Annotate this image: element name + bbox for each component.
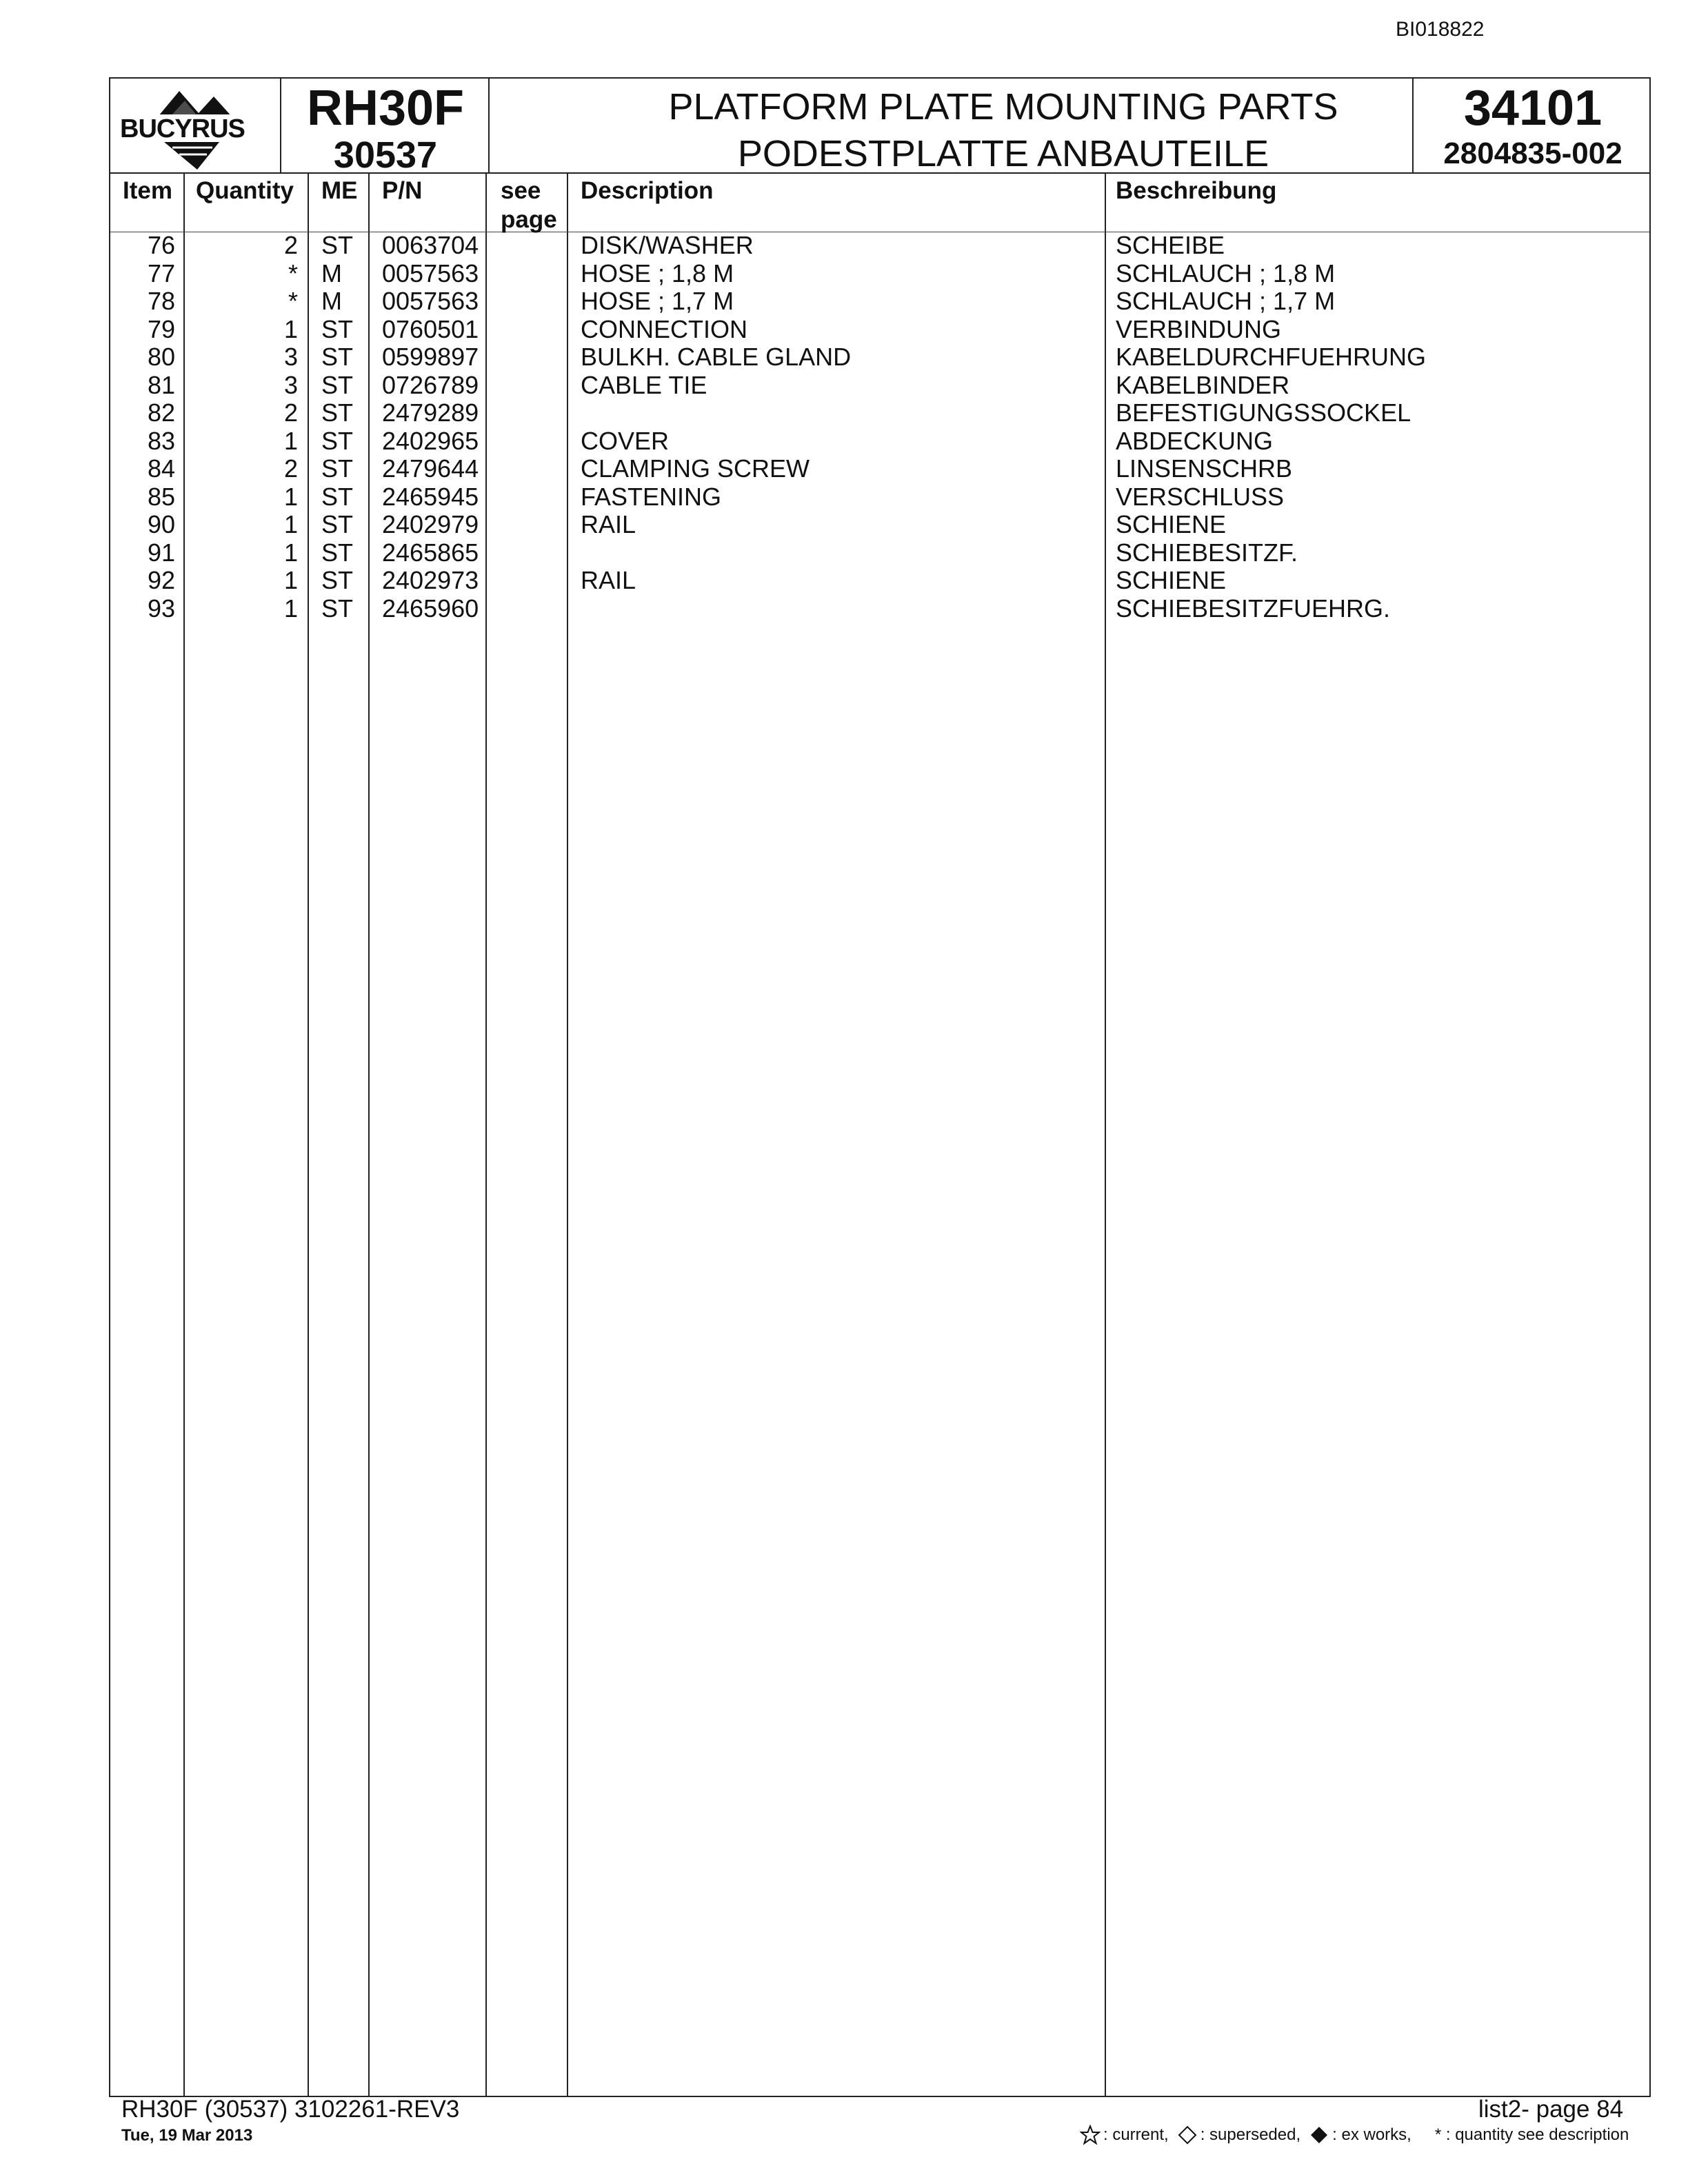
cell-item: 79 — [147, 314, 175, 343]
cell-beschreibung: SCHEIBE — [1116, 231, 1225, 259]
cell-quantity: 1 — [283, 510, 298, 538]
model-number: 30537 — [333, 134, 438, 176]
cell-pn: 0057563 — [382, 287, 479, 315]
table-row — [110, 287, 1652, 316]
column-header-see: see — [501, 177, 541, 204]
column-header-me: ME — [321, 177, 358, 204]
legend-quantity: * : quantity see description — [1434, 2125, 1629, 2144]
cell-quantity: 1 — [283, 482, 298, 511]
cell-description: HOSE ; 1,8 M — [581, 259, 734, 287]
cell-pn: 2465865 — [382, 538, 479, 567]
cell-item: 84 — [147, 454, 175, 483]
column-header-beschreibung: Beschreibung — [1116, 177, 1277, 204]
cell-me: ST — [321, 370, 354, 399]
cell-item: 92 — [147, 566, 175, 594]
header-divider — [280, 79, 281, 172]
diamond-filled-icon — [1309, 2125, 1329, 2145]
cell-pn: 0063704 — [382, 231, 479, 259]
cell-item: 77 — [147, 259, 175, 287]
cell-quantity: 2 — [283, 454, 298, 483]
parts-table — [109, 174, 1651, 2097]
cell-quantity: 1 — [283, 538, 298, 567]
cell-quantity: 2 — [283, 398, 298, 427]
table-row — [110, 511, 1652, 539]
cell-beschreibung: VERBINDUNG — [1116, 314, 1282, 343]
cell-quantity: 2 — [283, 231, 298, 259]
header-band — [109, 77, 1651, 174]
cell-description: CONNECTION — [581, 314, 747, 343]
cell-description: FASTENING — [581, 482, 722, 511]
column-header-item: Item — [123, 177, 172, 204]
cell-item: 90 — [147, 510, 175, 538]
cell-item: 91 — [147, 538, 175, 567]
cell-pn: 2402965 — [382, 426, 479, 455]
table-row — [110, 483, 1652, 512]
bucyrus-logo — [116, 83, 274, 171]
cell-beschreibung: ABDECKUNG — [1116, 426, 1274, 455]
cell-beschreibung: SCHIENE — [1116, 510, 1227, 538]
footer-page-label: list2- page 84 — [1478, 2096, 1624, 2123]
cell-item: 81 — [147, 370, 175, 399]
table-row — [110, 343, 1652, 372]
cell-item: 85 — [147, 482, 175, 511]
cell-pn: 2479289 — [382, 398, 479, 427]
cell-description: CLAMPING SCREW — [581, 454, 810, 483]
table-row — [110, 260, 1652, 288]
cell-me: ST — [321, 510, 354, 538]
bucyrus-logo-text: BUCYRUS — [120, 114, 245, 143]
title-german: PODESTPLATTE ANBAUTEILE — [737, 133, 1269, 174]
table-row — [110, 427, 1652, 456]
legend-current: : current, — [1103, 2125, 1169, 2144]
group-reference: 2804835-002 — [1443, 136, 1622, 170]
column-header-see-page — [501, 176, 557, 234]
cell-beschreibung: LINSENSCHRB — [1116, 454, 1293, 483]
cell-quantity: 1 — [283, 594, 298, 623]
cell-description: CABLE TIE — [581, 370, 707, 399]
cell-me: ST — [321, 314, 354, 343]
cell-pn: 2402973 — [382, 566, 479, 594]
cell-description: HOSE ; 1,7 M — [581, 287, 734, 315]
cell-quantity: * — [288, 259, 298, 287]
cell-me: ST — [321, 398, 354, 427]
cell-item: 80 — [147, 343, 175, 371]
cell-pn: 0057563 — [382, 259, 479, 287]
title-english: PLATFORM PLATE MOUNTING PARTS — [668, 86, 1338, 128]
cell-pn: 0726789 — [382, 370, 479, 399]
table-row — [110, 455, 1652, 483]
cell-pn: 2465945 — [382, 482, 479, 511]
cell-item: 78 — [147, 287, 175, 315]
diamond-outline-icon — [1177, 2125, 1198, 2145]
column-header-pn: P/N — [382, 177, 423, 204]
cell-me: ST — [321, 343, 354, 371]
cell-quantity: 3 — [283, 370, 298, 399]
table-row — [110, 316, 1652, 344]
table-row — [110, 567, 1652, 595]
cell-quantity: 1 — [283, 426, 298, 455]
cell-beschreibung: SCHIEBESITZF. — [1116, 538, 1298, 567]
cell-description: BULKH. CABLE GLAND — [581, 343, 852, 371]
table-row — [110, 372, 1652, 400]
cell-pn: 2402979 — [382, 510, 479, 538]
cell-me: ST — [321, 538, 354, 567]
cell-item: 83 — [147, 426, 175, 455]
cell-me: ST — [321, 566, 354, 594]
cell-quantity: * — [288, 287, 298, 315]
legend-ex-works: : ex works, — [1332, 2125, 1411, 2144]
cell-pn: 0599897 — [382, 343, 479, 371]
footer-doc-ref: RH30F (30537) 3102261-REV3 — [121, 2096, 460, 2123]
table-row — [110, 595, 1652, 623]
model-name: RH30F — [306, 81, 465, 136]
cell-description: COVER — [581, 426, 670, 455]
legend-superseded: : superseded, — [1200, 2125, 1301, 2144]
cell-beschreibung: SCHLAUCH ; 1,8 M — [1116, 259, 1336, 287]
footer-date: Tue, 19 Mar 2013 — [121, 2126, 253, 2145]
cell-me: M — [321, 287, 342, 315]
cell-pn: 2479644 — [382, 454, 479, 483]
document-id: BI018822 — [1396, 18, 1485, 41]
cell-me: M — [321, 259, 342, 287]
cell-beschreibung: KABELBINDER — [1116, 370, 1290, 399]
cell-beschreibung: SCHLAUCH ; 1,7 M — [1116, 287, 1336, 315]
column-header-quantity: Quantity — [196, 177, 294, 204]
cell-description: RAIL — [581, 510, 636, 538]
footer-legend — [1080, 2125, 1629, 2145]
cell-pn: 2465960 — [382, 594, 479, 623]
cell-me: ST — [321, 482, 354, 511]
cell-item: 76 — [147, 231, 175, 259]
cell-beschreibung: SCHIENE — [1116, 566, 1227, 594]
cell-me: ST — [321, 426, 354, 455]
cell-quantity: 1 — [283, 566, 298, 594]
cell-me: ST — [321, 231, 354, 259]
cell-item: 82 — [147, 398, 175, 427]
cell-quantity: 1 — [283, 314, 298, 343]
cell-beschreibung: BEFESTIGUNGSSOCKEL — [1116, 398, 1411, 427]
cell-me: ST — [321, 454, 354, 483]
cell-item: 93 — [147, 594, 175, 623]
table-row — [110, 399, 1652, 427]
cell-beschreibung: VERSCHLUSS — [1116, 482, 1285, 511]
cell-beschreibung: KABELDURCHFUEHRUNG — [1116, 343, 1427, 371]
column-header-page: page — [501, 206, 557, 233]
cell-me: ST — [321, 594, 354, 623]
group-number: 34101 — [1463, 81, 1602, 136]
cell-pn: 0760501 — [382, 314, 479, 343]
table-row — [110, 232, 1652, 260]
star-outline-icon — [1080, 2125, 1101, 2145]
cell-beschreibung: SCHIEBESITZFUEHRG. — [1116, 594, 1391, 623]
table-row — [110, 539, 1652, 567]
cell-description: DISK/WASHER — [581, 231, 754, 259]
column-header-description: Description — [581, 177, 714, 204]
cell-quantity: 3 — [283, 343, 298, 371]
cell-description: RAIL — [581, 566, 636, 594]
